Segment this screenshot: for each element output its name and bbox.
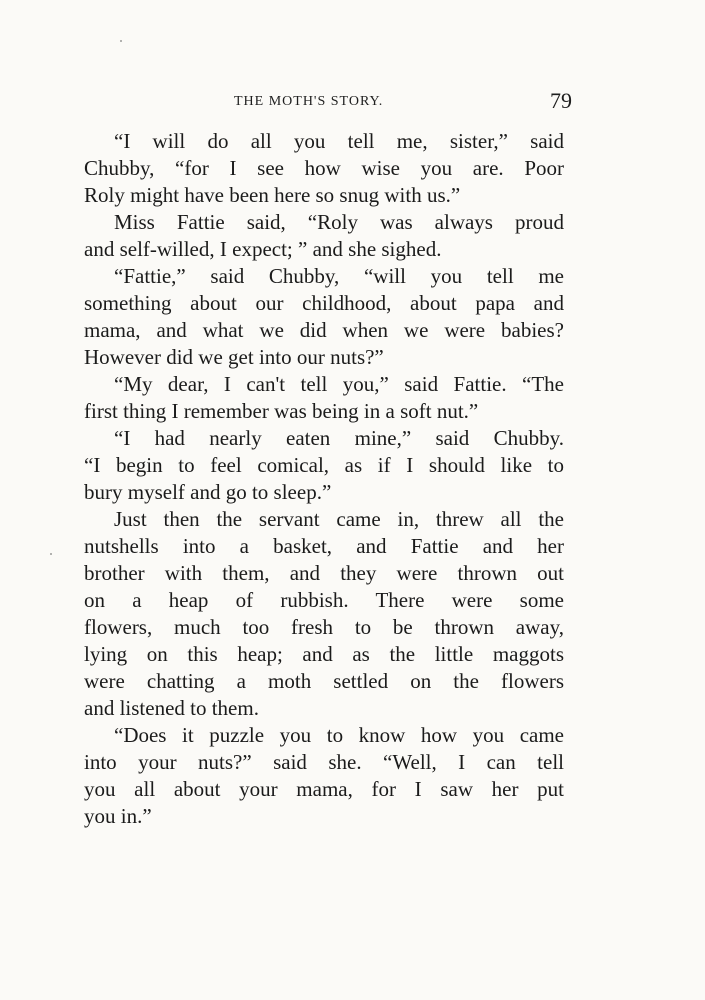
- text-line: were chatting a moth settled on the flowers: [84, 669, 564, 693]
- text-line: flowers, much too fresh to be thrown away,: [84, 615, 564, 639]
- text-line: bury myself and go to sleep.”: [84, 480, 332, 504]
- text-line: first thing I remember was being in a soft nut.”: [84, 399, 479, 423]
- text-line: something about our childhood, about papa and: [84, 291, 564, 315]
- text-line: Miss Fattie said, “Roly was always proud: [114, 210, 564, 234]
- text-line: “I will do all you tell me, sister,” said: [114, 129, 564, 153]
- text-line: “I begin to feel comical, as if I should like to: [84, 453, 564, 477]
- paper-speck: [50, 553, 52, 555]
- text-line: However did we get into our nuts?”: [84, 345, 384, 369]
- text-line: nutshells into a basket, and Fattie and her: [84, 534, 564, 558]
- text-line: “I had nearly eaten mine,” said Chubby.: [114, 426, 564, 450]
- paragraph: [84, 128, 564, 209]
- paragraph: [84, 506, 564, 722]
- paragraph: [84, 371, 564, 425]
- paragraph: [84, 263, 564, 371]
- text-line: “My dear, I can't tell you,” said Fattie. “The: [114, 372, 564, 396]
- paragraph: [84, 425, 564, 506]
- text-line: “Fattie,” said Chubby, “will you tell me: [114, 264, 564, 288]
- paragraph: [84, 722, 564, 830]
- text-line: on a heap of rubbish. There were some: [84, 588, 564, 612]
- paper-speck: [120, 40, 122, 42]
- text-line: lying on this heap; and as the little maggots: [84, 642, 564, 666]
- page-header: [84, 88, 576, 118]
- paragraph: [84, 209, 564, 263]
- text-line: and self-willed, I expect; ” and she sighed.: [84, 237, 442, 261]
- running-title: THE MOTH'S STORY.: [234, 94, 384, 109]
- text-line: into your nuts?” said she. “Well, I can tell: [84, 750, 564, 774]
- text-line: brother with them, and they were thrown out: [84, 561, 564, 585]
- text-line: Chubby, “for I see how wise you are. Poor: [84, 156, 564, 180]
- body-text: [84, 128, 564, 830]
- page-number: 79: [550, 88, 572, 113]
- text-line: Roly might have been here so snug with us.”: [84, 183, 461, 207]
- text-line: “Does it puzzle you to know how you came: [114, 723, 564, 747]
- text-line: you in.”: [84, 804, 152, 828]
- text-line: you all about your mama, for I saw her put: [84, 777, 564, 801]
- text-line: Just then the servant came in, threw all the: [114, 507, 564, 531]
- text-line: and listened to them.: [84, 696, 259, 720]
- text-line: mama, and what we did when we were babies?: [84, 318, 564, 342]
